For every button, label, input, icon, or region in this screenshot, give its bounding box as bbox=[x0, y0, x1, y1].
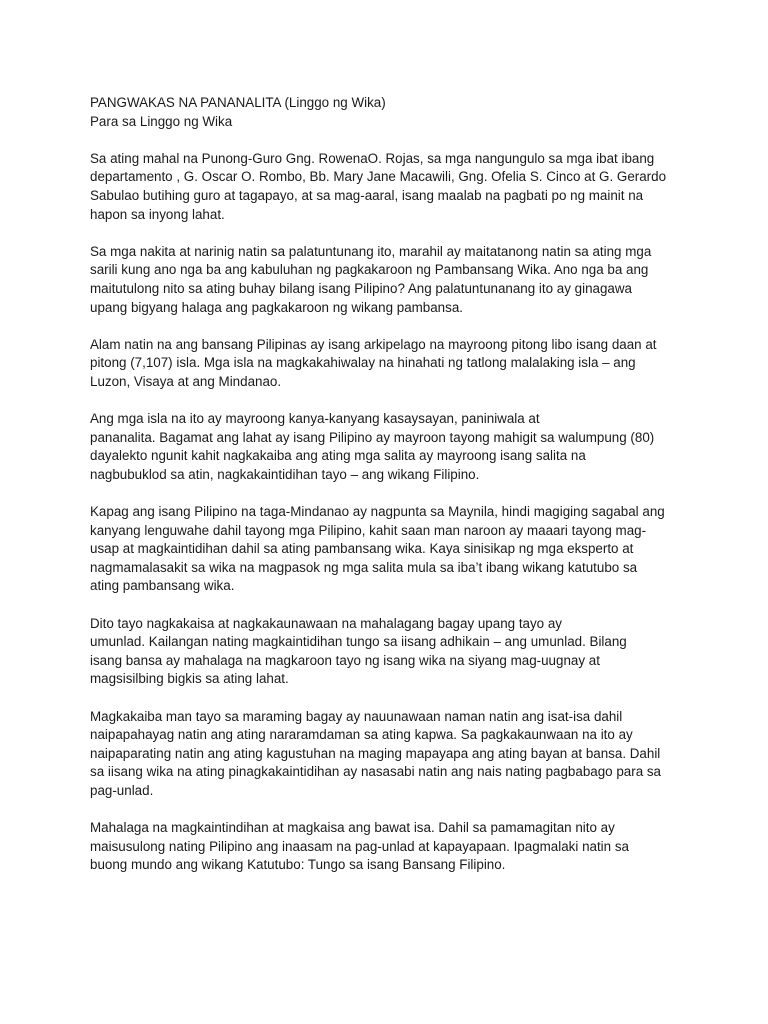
document-page bbox=[90, 94, 680, 894]
paragraph-mindanao: Kapag ang isang Pilipino na taga-Mindanao ay nagpunta sa Maynila, hindi magiging sagabal ang kanyang lenguwahe dahil tayong mga Pilipino, kahit saan man naroon ay maaari tayong mag- usap at magkaintidihan dahil sa ating pambansang wika. Kaya sinisikap ng mga eksperto at nagmamalasakit sa wika na magpasok ng mga salita mula sa iba’t ibang wikang katutubo sa ating pambansang wika. bbox=[90, 504, 665, 594]
paragraph-unity: Dito tayo nagkakaisa at nagkakaunawaan na mahalagang bagay upang tayo ay umunlad. Kailangan nating magkaintidihan tungo sa iisang adhikain – ang umunlad. Bilang isang bansa ay mahalaga na magkaroon tayo ng isang wika na siyang mag-uugnay at magsisilbing bigkis sa ating lahat. bbox=[90, 615, 627, 687]
paragraph-archipelago: Alam natin na ang bansang Pilipinas ay isang arkipelago na mayroong pitong libo isang daan at pitong (7,107) isla. Mga isla na magkakahiwalay na hinahati ng tatlong malalaking isla – ang Luzon, Visaya at ang Mindanao. bbox=[90, 336, 657, 389]
paragraph-dialects: Ang mga isla na ito ay mayroong kanya-kanyang kasaysayan, paniniwala at pananalita. Bagamat ang lahat ay isang Pilipino ay mayroon tayong mahigit sa walumpung (80) dayalekto ngunit kahit nagkakaiba ang ating mga salita ay mayroong isang salita na nagbubuklod sa atin, nagkakaintidihan tayo – ang wikang Filipino. bbox=[90, 411, 655, 482]
document-title: PANGWAKAS NA PANANALITA (Linggo ng Wika) bbox=[90, 95, 386, 110]
paragraph-greeting: Sa ating mahal na Punong-Guro Gng. RowenaO. Rojas, sa mga nangungulo sa mga ibat ibang departamento , G. Oscar O. Rombo, Bb. Mary Jane Macawili, Gng. Ofelia S. Cinco at G. Gerardo Sabulao butihing guro at tagapayo, at sa mag-aaral, isang maalab na pagbati po ng mainit na hapon sa inyong lahat. bbox=[90, 150, 667, 222]
paragraph-purpose: Sa mga nakita at narinig natin sa palatuntunang ito, marahil ay maitatanong natin sa ating mga sarili kung ano nga ba ang kabuluhan ng pagkakaroon ng Pambansang Wika. Ano nga ba ang maitutulong nito sa ating buhay bilang isang Pilipino? Ang palatuntunanang ito ay ginagawa upang bigyang halaga ang pagkakaroon ng wikang pambansa. bbox=[90, 243, 652, 315]
paragraph-closing: Mahalaga na magkaintindihan at magkaisa ang bawat isa. Dahil sa pamamagitan nito ay maisusulong nating Pilipino ang inaasam na pag-unlad at kapayapaan. Ipagmalaki natin sa buong mundo ang wikang Katutubo: Tungo sa isang Bansang Filipino. bbox=[90, 820, 629, 873]
paragraph-understanding: Magkakaiba man tayo sa maraming bagay ay nauunawaan naman natin ang isat-isa dahil naipapahayag natin ang ating nararamdaman sa ating kapwa. Sa pagkakaunwaan na ito ay naipaparating natin ang ating kagustuhan na maging mapayapa ang ating bayan at bansa. Dahil sa iisang wika na ating pinagkakaintidihan ay nasasabi natin ang nais nating pagbabago para sa pag-unlad. bbox=[90, 708, 662, 798]
document-subtitle: Para sa Linggo ng Wika bbox=[90, 113, 233, 129]
